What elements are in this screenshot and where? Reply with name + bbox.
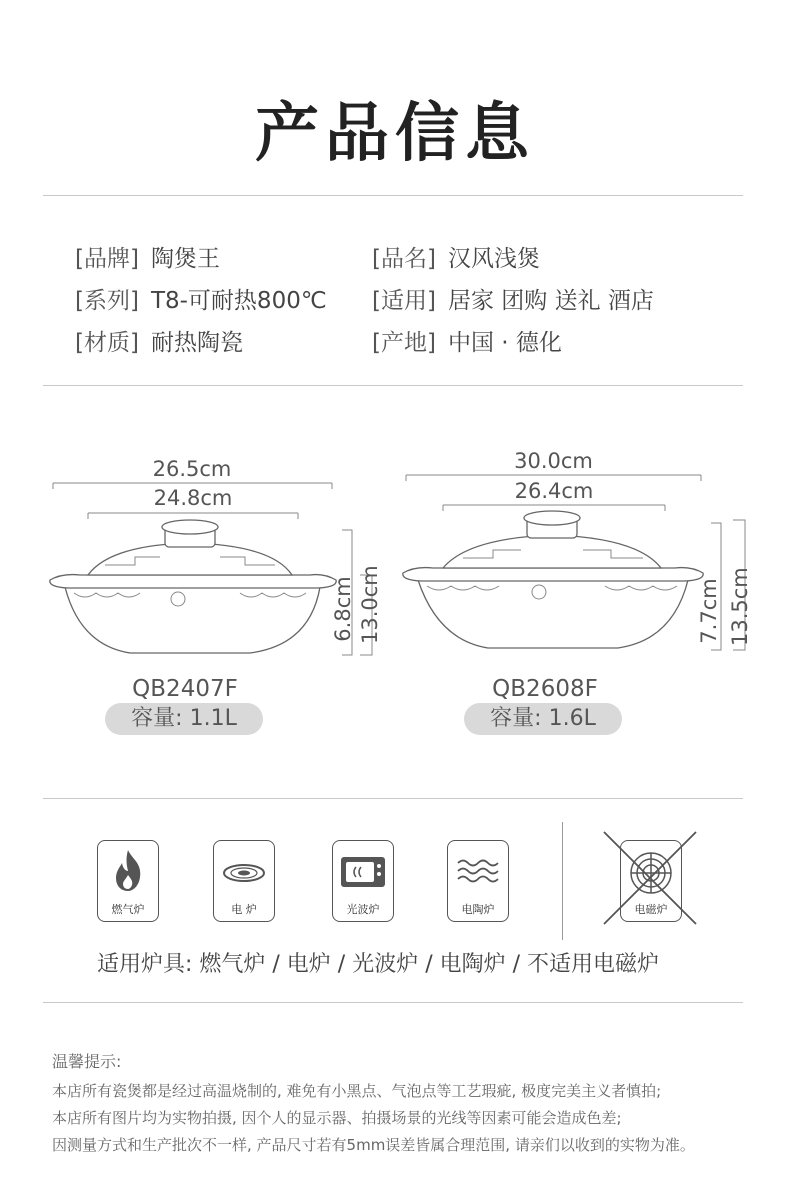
divider-top (43, 195, 743, 196)
stove-label: 电磁炉 (634, 903, 668, 916)
not-supported-cross-icon (598, 826, 702, 930)
divider-usage (43, 1002, 743, 1003)
ceramic-stove-icon (448, 847, 508, 897)
divider-specs (43, 385, 743, 386)
notice-title: 温馨提示: (52, 1052, 122, 1071)
usage-text: 适用炉具: 燃气炉 / 电炉 / 光波炉 / 电陶炉 / 不适用电磁炉 (97, 952, 660, 977)
page-title: 产品信息 (255, 96, 535, 171)
spec-series (75, 282, 327, 315)
electric-stove-icon (214, 847, 274, 897)
spec-key: [产地] (372, 330, 436, 356)
spec-key: [适用] (372, 288, 436, 314)
notice-line: 本店所有瓷煲都是经过高温烧制的, 难免有小黑点、气泡点等工艺瑕疵, 极度完美主义者慎拍; (52, 1082, 662, 1100)
spec-brand (75, 240, 220, 273)
spec-origin (372, 324, 562, 357)
microwave-icon (333, 847, 393, 897)
spec-value: 中国 · 德化 (447, 330, 562, 356)
product2-capacity-badge: 容量: 1.6L (464, 703, 622, 735)
spec-key: [系列] (75, 288, 139, 314)
product1-total-height: 13.0cm (358, 565, 382, 644)
spec-key: [品名] (372, 246, 436, 272)
stove-label: 燃气炉 (111, 903, 145, 916)
product1-body-height: 6.8cm (331, 576, 355, 642)
product1-model: QB2407F (132, 676, 238, 702)
stove-electric (213, 840, 275, 922)
spec-key: [材质] (75, 330, 139, 356)
stove-label: 电陶炉 (461, 903, 495, 916)
product1-capacity-badge: 容量: 1.1L (105, 703, 263, 735)
spec-value: 汉风浅煲 (447, 246, 540, 272)
notice-line: 因测量方式和生产批次不一样, 产品尺寸若有5mm误差皆属合理范围, 请亲们以收到的实物为准。 (52, 1136, 695, 1154)
notice-line: 本店所有图片均为实物拍摄, 因个人的显示器、拍摄场景的光线等因素可能会造成色差; (52, 1109, 622, 1127)
spec-value: 居家 团购 送礼 酒店 (447, 288, 654, 314)
spec-value: 陶煲王 (150, 246, 220, 272)
product2-model: QB2608F (492, 676, 598, 702)
stove-label: 电 炉 (231, 903, 257, 916)
stove-divider (562, 822, 563, 940)
product1-outer-width: 26.5cm (152, 457, 232, 481)
spec-name (372, 240, 540, 273)
product1-inner-width: 24.8cm (153, 486, 233, 510)
spec-value: 耐热陶瓷 (150, 330, 243, 356)
stove-ceramic (447, 840, 509, 922)
divider-products (43, 798, 743, 799)
spec-key: [品牌] (75, 246, 139, 272)
stove-lightwave (332, 840, 394, 922)
product2-body-height: 7.7cm (697, 578, 721, 644)
product2-inner-width: 26.4cm (514, 479, 594, 503)
spec-usage (372, 282, 654, 315)
spec-material (75, 324, 243, 357)
flame-icon (98, 847, 158, 897)
stove-label: 光波炉 (346, 903, 380, 916)
product2-total-height: 13.5cm (728, 567, 752, 646)
spec-value: T8-可耐热800℃ (150, 288, 327, 314)
stove-gas (97, 840, 159, 922)
product2-outer-width: 30.0cm (514, 449, 593, 473)
